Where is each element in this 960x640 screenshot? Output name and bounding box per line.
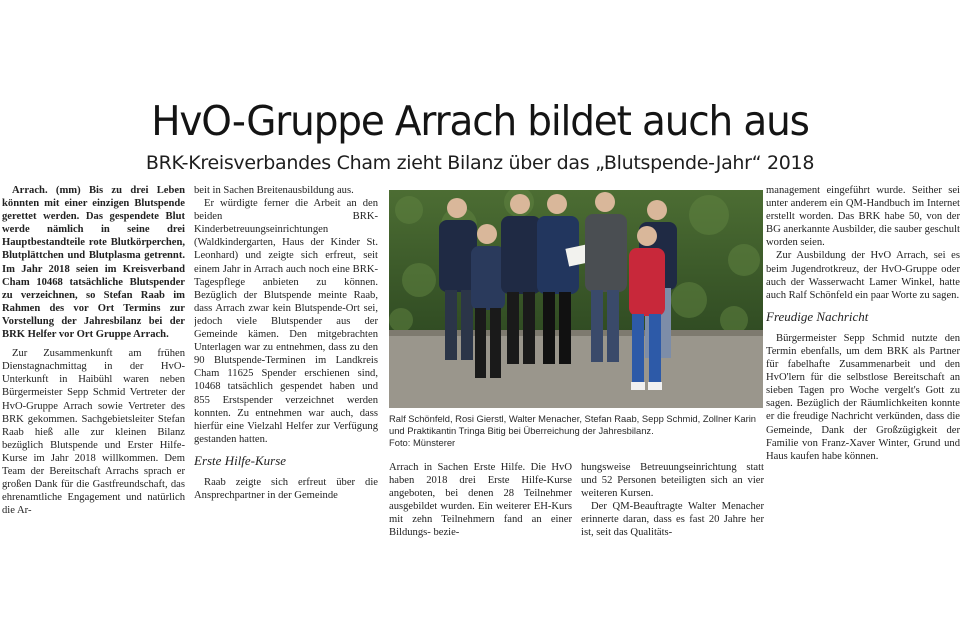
- paragraph: Der QM-Beauftragte Walter Menacher erinnerte daran, dass es fast 20 Jahre her ist, seit das Qualitäts-: [581, 501, 764, 539]
- paragraph: Arrach in Sachen Erste Hilfe. Die HvO haben 2018 drei Erste Hilfe-Kurse angeboten, bei denen 28 Teilnehmer ausgebildet wurden. Ein weiterer EH-Kurs mit zehn Teilnehmern fand an einer Bildungs- bezie-: [389, 462, 572, 539]
- group-photo: [389, 190, 763, 408]
- dateline: Arrach.: [12, 185, 48, 196]
- article-column-6: [766, 184, 960, 542]
- article-column-5: [581, 461, 764, 542]
- paragraph: hungsweise Betreuungseinrichtung statt und 52 Personen beteiligten sich an vier weiteren Kursen.: [581, 462, 764, 500]
- group-photo-illustration: [389, 190, 763, 408]
- article-headline: HvO-Gruppe Arrach bildet auch aus: [151, 97, 809, 145]
- caption-text: Ralf Schönfeld, Rosi Gierstl, Walter Menacher, Stefan Raab, Sepp Schmid, Zollner Karin und Praktikantin Tringa Bitig bei Überreichung der Jahresbilanz.: [389, 413, 757, 436]
- paragraph: Raab zeigte sich erfreut über die Ansprechpartner in der Gemeinde: [194, 476, 378, 501]
- paragraph: management eingeführt wurde. Seither sei unter anderem ein QM-Handbuch im Internet erstellt worden. Das BRK habe 50, von der BG anerkannte Ausbilder, die sauber geschult worden seien.: [766, 185, 960, 249]
- article-subheadline: BRK-Kreisverbandes Cham zieht Bilanz über das „Blutspende-Jahr“ 2018: [145, 152, 815, 174]
- article-column-4: [389, 461, 572, 542]
- paragraph: Zur Zusammenkunft am frühen Dienstagnachmittag in der HvO-Unterkunft in Haibühl waren neben Bürgermeister Sepp Schmid Vertreter der HvO-Gruppe Arrach sowie Vertreter des BRK gekommen. Sachgebietsleiter Stefan Raab hieß alle zur kleinen Bilanz bezüglich Blutspende und Erster Hilfe-Kurse im Jahr 2018 willkommen. Dem Team der Bereitschaft Arrachs sprach er großen Dank für die Gastfreundschaft, das ehrenamtliche Engagement und natürlich die Ar-: [2, 348, 185, 517]
- lead-text: (mm) Bis zu drei Leben könnten mit einer einzigen Blutspende gerettet werden. Das gespendete Blut werde nämlich in seine drei Hauptbestandteile rote Blutkörperchen, Blutplättchen und Blutplasma getrennt. Im Jahr 2018 seien im Kreisverband Cham 10468 tatsächliche Blutspender zu verzeichnen, so Stefan Raab im Rahmen des vor Ort Termins zur Vorstellung der Jahresbilanz bei der BRK Helfer vor Ort Gruppe Arrach.: [2, 185, 185, 341]
- paragraph: beit in Sachen Breitenausbildung aus.: [194, 185, 354, 196]
- paragraph: Er würdigte ferner die Arbeit an den beiden BRK-Kinderbetreuungseinrichtungen (Waldkindergarten, Haus der Kinder St. Leonhard) und zeigte sich erfreut, seit einem Jahr in Arrach auch noch eine BRK-Tagespflege anbieten zu können. Bezüglich der Blutspende meinte Raab, dass Arrach zwar kein Blutspende-Ort sei, jedoch viele Blutspender aus der Gemeinde kämen. Den mitgebrachten Unterlagen war zu entnehmen, dass zu den 90 Blutspende-Terminen im Landkreis Cham 11625 Spender erschienen sind, 10468 tatsächlich gespendet haben und 855 Erstspender verzeichnet werden konnten. Zu entnehmen war auch, dass hierfür eine Vielzahl Helfer zur Verfügung gestanden hatten.: [194, 198, 378, 445]
- article-column-1: [2, 184, 185, 542]
- photo-caption: [389, 413, 765, 449]
- section-heading-erste-hilfe: Erste Hilfe-Kurse: [194, 452, 287, 468]
- section-heading-freudige-nachricht: Freudige Nachricht: [766, 308, 869, 324]
- photo-credit: Foto: Münsterer: [389, 437, 456, 448]
- paragraph: Bürgermeister Sepp Schmid nutzte den Termin ebenfalls, um dem BRK als Partner für fabelhafte Zusammenarbeit und den HvO'lern für die selbstlose Bereitschaft an sieben Tagen pro Woche vergelt's Gott zu sagen. Bezüglich der Räumlichkeiten konnte er die freudige Nachricht verkünden, dass die Gemeinde, Dank der Großzügigkeit der Familie von Franz-Xaver Winter, Grund und Haus kaufen habe können.: [766, 332, 960, 462]
- lead-paragraph: [2, 184, 185, 341]
- paragraph: Zur Ausbildung der HvO Arrach, sei es beim Jugendrotkreuz, der HvO-Gruppe oder auch der Wasserwacht Lamer Winkel, hatte auch Ralf Schönfeld ein paar Worte zu sagen.: [766, 250, 960, 301]
- article-column-2: [194, 184, 378, 542]
